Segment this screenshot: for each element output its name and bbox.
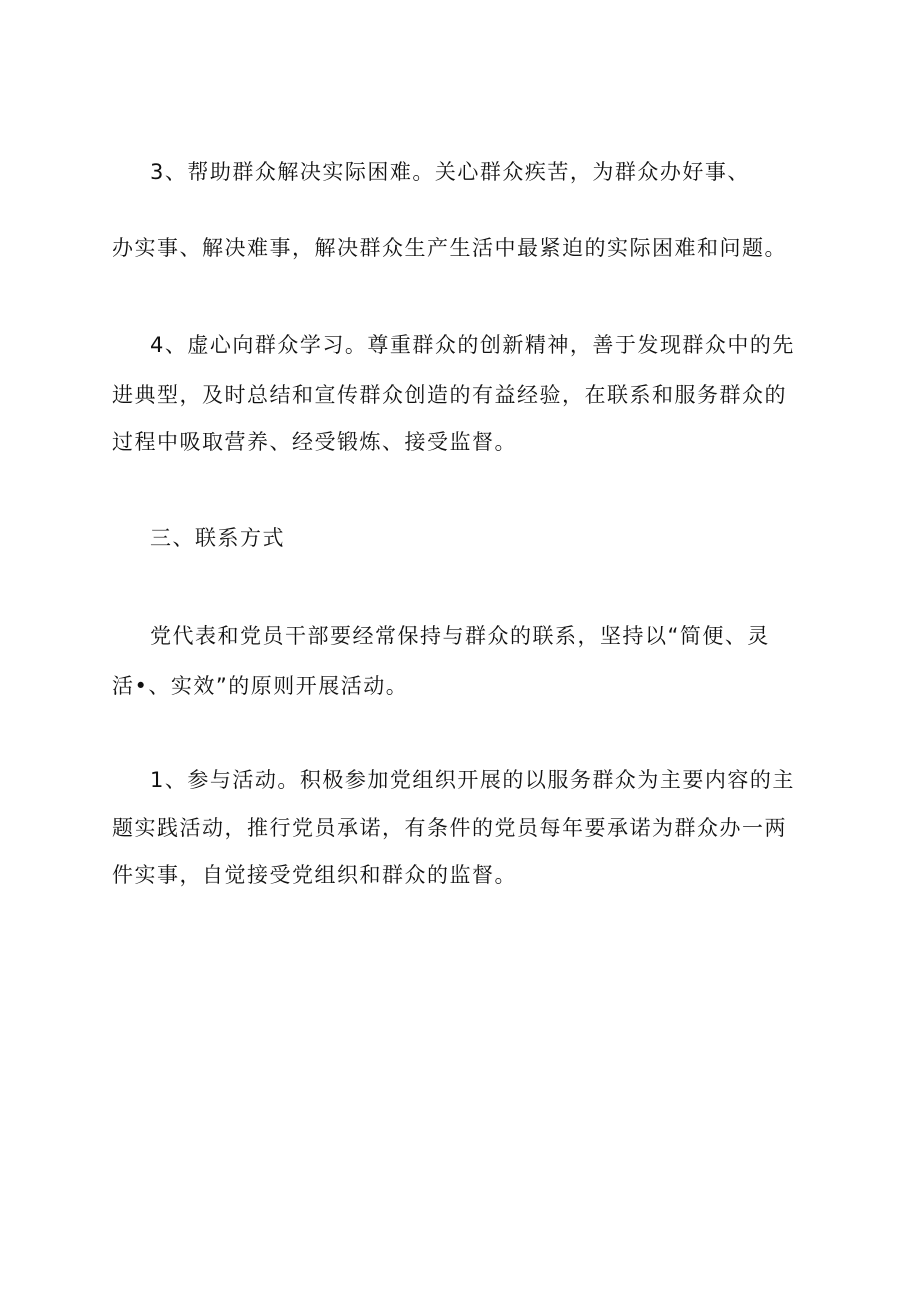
paragraph-3-line-2: 办实事、解决难事，解决群众生产生活中最紧迫的实际困难和问题。 xyxy=(112,236,787,260)
paragraph-1-line-2: 题实践活动，推行党员承诺，有条件的党员每年要承诺为群众办一两 xyxy=(112,816,787,840)
section-heading: 三、联系方式 xyxy=(150,526,285,550)
paragraph-4-line-2: 进典型，及时总结和宣传群众创造的有益经验，在联系和服务群众的 xyxy=(112,383,787,407)
paragraph-1-line-3: 件实事，自觉接受党组织和群众的监督。 xyxy=(112,863,517,887)
paragraph-4-line-3: 过程中吸取营养、经受锻炼、接受监督。 xyxy=(112,430,517,454)
intro-paragraph-line-1: 党代表和党员干部要经常保持与群众的联系，坚持以“简便、灵 xyxy=(150,624,770,648)
paragraph-1-line-1: 1、参与活动。积极参加党组织开展的以服务群众为主要内容的主 xyxy=(150,768,795,792)
paragraph-3-line-1: 3、帮助群众解决实际困难。关心群众疾苦，为群众办好事、 xyxy=(150,160,750,184)
paragraph-4-line-1: 4、虚心向群众学习。尊重群众的创新精神，善于发现群众中的先 xyxy=(150,333,795,357)
intro-paragraph-line-2: 活•、实效”的原则开展活动。 xyxy=(112,674,409,698)
